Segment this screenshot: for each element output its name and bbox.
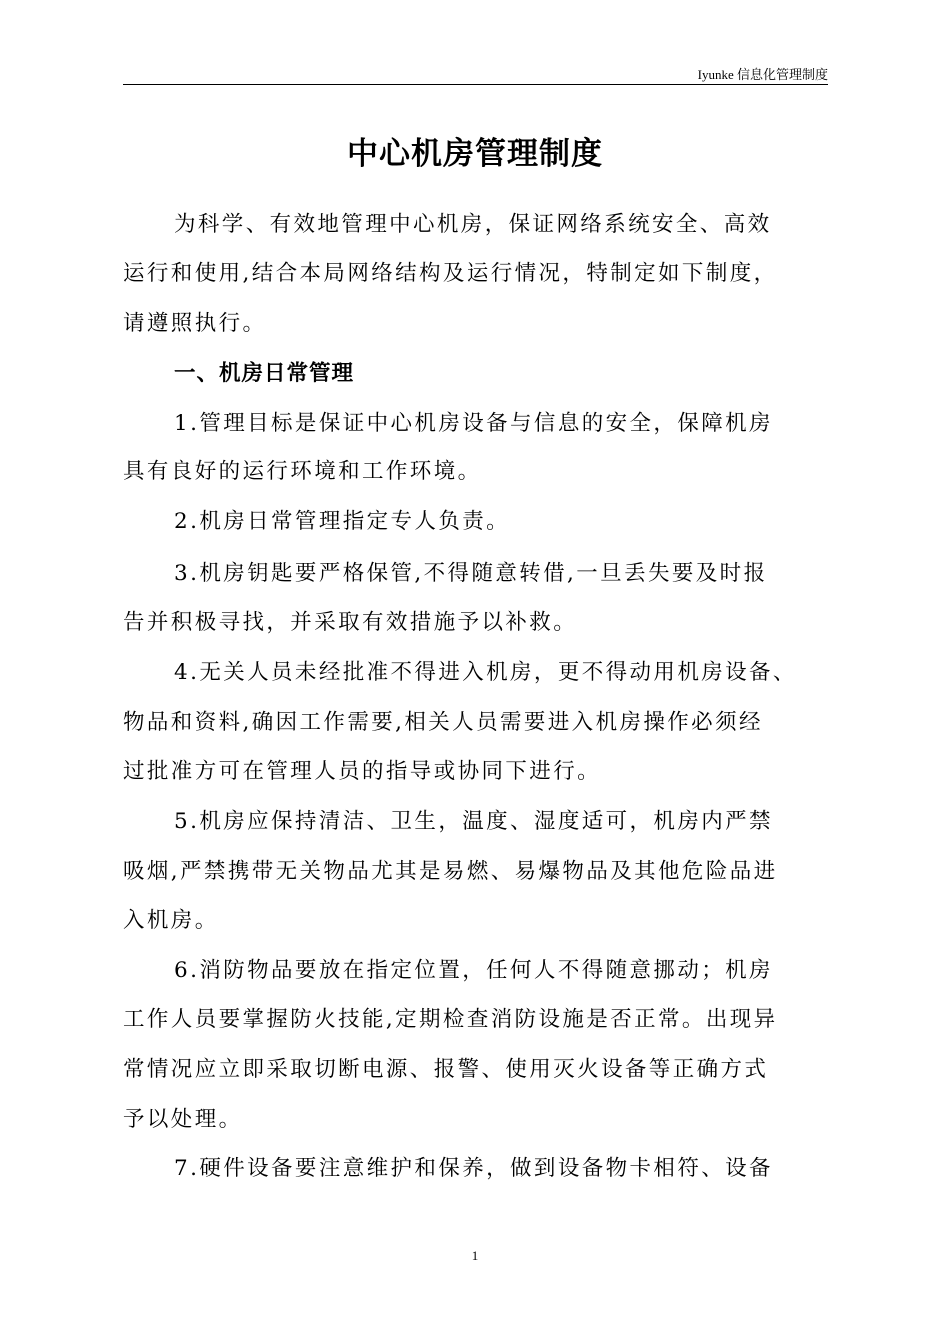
text-line: 物品和资料,确因工作需要,相关人员需要进入机房操作必须经: [123, 710, 763, 735]
section-heading: 一、机房日常管理: [174, 361, 355, 386]
text-line: 6.消防物品要放在指定位置，任何人不得随意挪动；机房: [174, 958, 773, 983]
text-line: 7.硬件设备要注意维护和保养，做到设备物卡相符、设备: [174, 1156, 773, 1181]
text-line: 具有良好的运行环境和工作环境。: [123, 459, 482, 484]
document-title: 中心机房管理制度: [347, 136, 603, 172]
text-line: 告并积极寻找，并采取有效措施予以补救。: [123, 610, 578, 635]
text-line: 5.机房应保持清洁、卫生，温度、湿度适可，机房内严禁: [174, 809, 773, 834]
text-line: 1.管理目标是保证中心机房设备与信息的安全，保障机房: [174, 411, 773, 436]
text-line: 过批准方可在管理人员的指导或协同下进行。: [123, 759, 602, 784]
text-line: 入机房。: [123, 908, 219, 933]
header-text: Iyunke 信息化管理制度: [697, 67, 828, 82]
text-line: 运行和使用,结合本局网络结构及运行情况，特制定如下制度，: [123, 261, 778, 286]
text-line: 吸烟,严禁携带无关物品尤其是易燃、易爆物品及其他危险品进: [123, 859, 778, 884]
text-line: 予以处理。: [123, 1107, 243, 1132]
page-header: [123, 62, 828, 85]
page-number: 1: [471, 1248, 479, 1263]
text-line: 工作人员要掌握防火技能,定期检查消防设施是否正常。出现异: [123, 1007, 778, 1032]
text-line: 3.机房钥匙要严格保管,不得随意转借,一旦丢失要及时报: [174, 561, 768, 586]
text-line: 4.无关人员未经批准不得进入机房，更不得动用机房设备、: [174, 660, 797, 685]
text-line: 2.机房日常管理指定专人负责。: [174, 509, 511, 534]
text-line: 请遵照执行。: [123, 311, 267, 336]
text-line: 为科学、有效地管理中心机房，保证网络系统安全、高效: [174, 212, 772, 237]
text-line: 常情况应立即采取切断电源、报警、使用灭火设备等正确方式: [123, 1057, 769, 1082]
